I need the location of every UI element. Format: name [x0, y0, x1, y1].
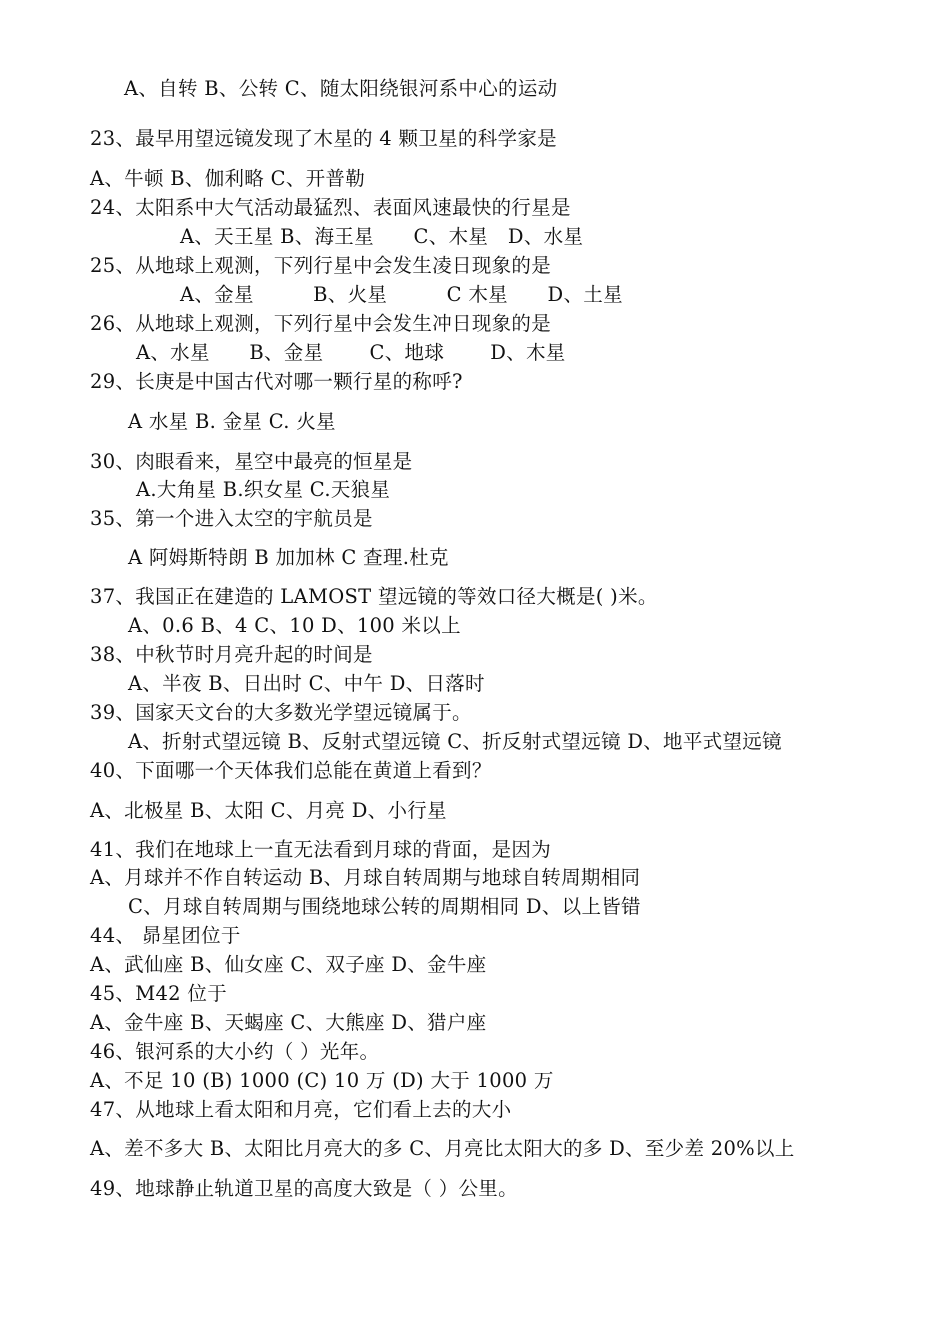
answer-options-46: A、不足 10 (B) 1000 (C) 10 万 (D) 大于 1000 万 — [90, 1069, 554, 1092]
answer-options-39: A、折射式望远镜 B、反射式望远镜 C、折反射式望远镜 D、地平式望远镜 — [128, 730, 782, 753]
question-39: 39、国家天文台的大多数光学望远镜属于。 — [90, 701, 472, 724]
question-45: 45、M42 位于 — [90, 982, 227, 1005]
answer-options-40: A、北极星 B、太阳 C、月亮 D、小行星 — [90, 799, 447, 822]
question-40: 40、下面哪一个天体我们总能在黄道上看到？ — [90, 759, 492, 782]
question-38: 38、中秋节时月亮升起的时间是 — [90, 643, 373, 666]
question-26: 26、从地球上观测，下列行星中会发生冲日现象的是 — [90, 312, 552, 335]
question-25: 25、从地球上观测，下列行星中会发生凌日现象的是 — [90, 254, 552, 277]
answer-options-41b: C、月球自转周期与围绕地球公转的周期相同 D、以上皆错 — [128, 895, 641, 918]
question-47: 47、从地球上看太阳和月亮，它们看上去的大小 — [90, 1098, 512, 1121]
answer-options-44: A、武仙座 B、仙女座 C、双子座 D、金牛座 — [90, 953, 487, 976]
answer-options-line: A、自转 B、公转 C、随太阳绕银河系中心的运动 — [124, 77, 558, 100]
answer-options-47: A、差不多大 B、太阳比月亮大的多 C、月亮比太阳大的多 D、至少差 20%以上 — [90, 1137, 795, 1160]
question-44: 44、 昴星团位于 — [90, 924, 241, 947]
answer-options-29: A 水星 B. 金星 C. 火星 — [128, 410, 336, 433]
answer-options-37: A、0.6 B、4 C、10 D、100 米以上 — [128, 614, 461, 637]
answer-options-30: A.大角星 B.织女星 C.天狼星 — [136, 478, 391, 501]
answer-options-35: A 阿姆斯特朗 B 加加林 C 查理.杜克 — [128, 546, 449, 569]
question-30: 30、肉眼看来，星空中最亮的恒星是 — [90, 450, 413, 473]
answer-options-41a: A、月球并不作自转运动 B、月球自转周期与地球自转周期相同 — [90, 866, 641, 889]
question-24: 24、太阳系中大气活动最猛烈、表面风速最快的行星是 — [90, 196, 571, 219]
question-46: 46、银河系的大小约（ ）光年。 — [90, 1040, 380, 1063]
question-23: 23、最早用望远镜发现了木星的 4 颗卫星的科学家是 — [90, 127, 557, 150]
question-49: 49、地球静止轨道卫星的高度大致是（ ）公里。 — [90, 1177, 518, 1200]
answer-options-38: A、半夜 B、日出时 C、中午 D、日落时 — [128, 672, 485, 695]
question-41: 41、我们在地球上一直无法看到月球的背面，是因为 — [90, 838, 552, 861]
answer-options-45: A、金牛座 B、天蝎座 C、大熊座 D、猎户座 — [90, 1011, 487, 1034]
answer-options-25: A、金星 B、火星 C 木星 D、土星 — [180, 283, 623, 306]
question-35: 35、第一个进入太空的宇航员是 — [90, 507, 373, 530]
answer-options-26: A、水星 B、金星 C、地球 D、木星 — [136, 341, 566, 364]
question-29: 29、长庚是中国古代对哪一颗行星的称呼? — [90, 370, 463, 393]
question-37: 37、我国正在建造的 LAMOST 望远镜的等效口径大概是( )米。 — [90, 585, 658, 608]
answer-options-23: A、牛顿 B、伽利略 C、开普勒 — [90, 167, 366, 190]
answer-options-24: A、天王星 B、海王星 C、木星 D、水星 — [180, 225, 584, 248]
